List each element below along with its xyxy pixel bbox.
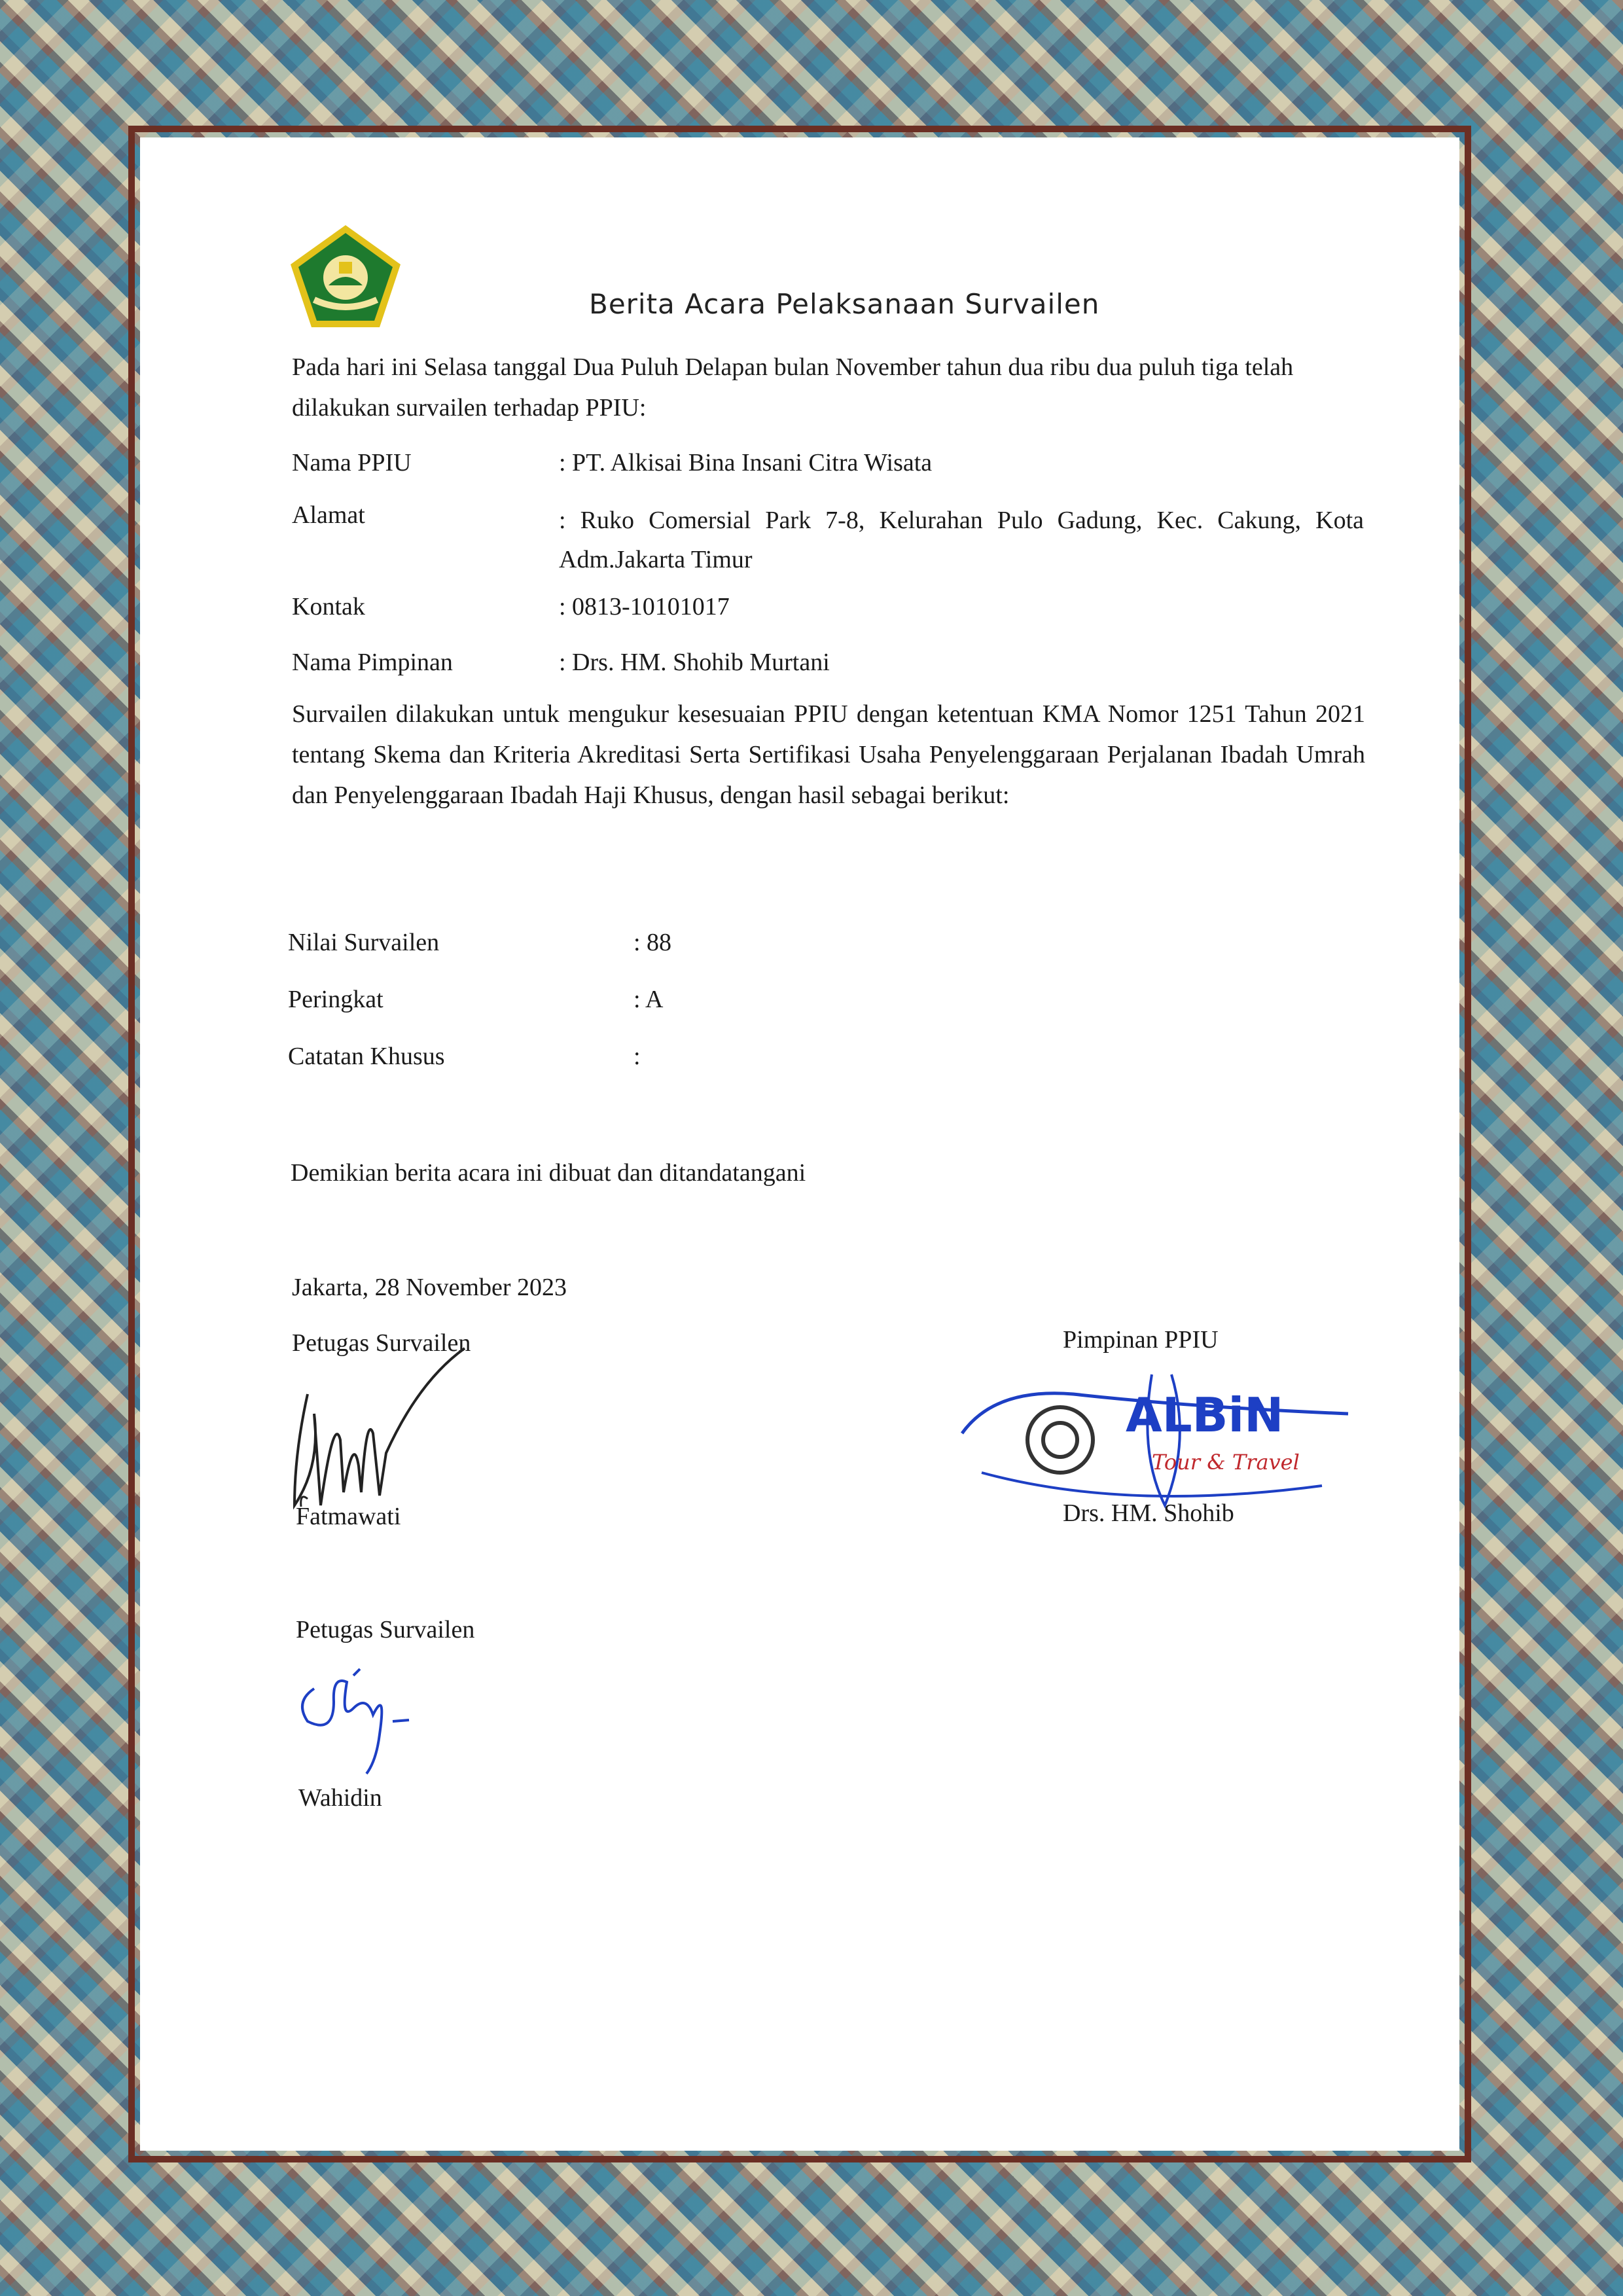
field-value: : Drs. HM. Shohib Murtani: [559, 649, 830, 676]
officer2-role: Petugas Survailen: [296, 1616, 475, 1643]
document-title: Berita Acara Pelaksanaan Survailen: [589, 288, 1100, 320]
leader-role: Pimpinan PPIU: [1063, 1326, 1219, 1354]
field-label: Nama PPIU: [292, 449, 412, 476]
document-page: [140, 137, 1459, 2151]
result-value: : A: [633, 986, 664, 1013]
result-label: Peringkat: [288, 986, 383, 1013]
officer1-name: Fatmawati: [296, 1503, 401, 1530]
body-paragraph: Survailen dilakukan untuk mengukur kesesuaian PPIU dengan ketentuan KMA Nomor 1251 Tahun 2021 tentang Skema dan Kriteria Akreditasi Serta Sertifikasi Usaha Penyelenggaraan Perjalanan Ibadah Umrah dan Penyelenggaraan Ibadah Haji Khusus, dengan hasil sebagai berikut:: [292, 700, 1365, 809]
officer2-name: Wahidin: [298, 1784, 382, 1812]
result-label: Catatan Khusus: [288, 1043, 445, 1070]
field-value: : PT. Alkisai Bina Insani Citra Wisata: [559, 449, 933, 476]
result-value: : 88: [633, 929, 672, 956]
leader-name: Drs. HM. Shohib: [1063, 1499, 1234, 1527]
stamp-brand: ALBiN: [1126, 1388, 1284, 1443]
place-date: Jakarta, 28 November 2023: [292, 1274, 567, 1301]
stamp-tagline: Tour & Travel: [1152, 1450, 1300, 1475]
result-label: Nilai Survailen: [288, 929, 440, 956]
field-value: : Ruko Comersial Park 7-8, Kelurahan Pulo Gadung, Kec. Cakung, Kota Adm.Jakarta Timur: [559, 507, 1364, 573]
closing-statement: Demikian berita acara ini dibuat dan ditandatangani: [291, 1159, 806, 1187]
result-value: :: [633, 1043, 641, 1070]
field-value: : 0813-10101017: [559, 593, 730, 620]
intro-paragraph: Pada hari ini Selasa tanggal Dua Puluh Delapan bulan November tahun dua ribu dua puluh tiga telah dilakukan survailen terhadap PPIU:: [292, 353, 1294, 422]
field-label: Alamat: [292, 501, 365, 529]
field-label: Kontak: [292, 593, 365, 620]
field-label: Nama Pimpinan: [292, 649, 453, 676]
officer2-signature-icon: [294, 1662, 425, 1780]
ministry-seal-icon: [288, 223, 403, 330]
officer1-role: Petugas Survailen: [292, 1329, 471, 1357]
